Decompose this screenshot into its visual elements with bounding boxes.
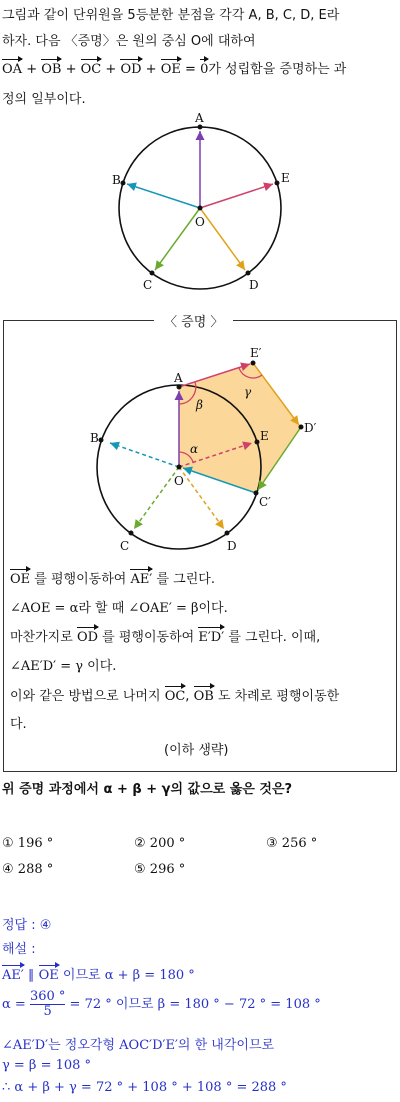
choice-number: ④ bbox=[2, 862, 14, 877]
label-b: B bbox=[90, 431, 99, 445]
label-alpha: α bbox=[190, 442, 199, 456]
point-c bbox=[150, 271, 155, 276]
text: 를 그린다. bbox=[156, 572, 215, 587]
label-o: O bbox=[174, 474, 184, 488]
point-b bbox=[121, 181, 126, 186]
proof-line-2: ∠AOE = α라 할 때 ∠OAE′ = β이다. bbox=[10, 601, 228, 616]
vector-oc: OC bbox=[164, 689, 186, 704]
text: 를 평행이동하여 bbox=[102, 630, 195, 645]
vector-ob: OB bbox=[41, 62, 62, 77]
text: 이므로 α + β = 180 ° bbox=[62, 968, 195, 983]
proof-title: 〈 증명 〉 bbox=[154, 311, 233, 330]
choice-4[interactable] bbox=[2, 862, 53, 877]
vector-oe-arrow bbox=[200, 184, 273, 208]
plus-sign: + bbox=[145, 62, 157, 77]
equation-tail: 가 성립함을 증명하는 과 bbox=[208, 62, 347, 77]
choice-number: ③ bbox=[266, 836, 278, 851]
vector-od: OD bbox=[76, 630, 99, 645]
choice-3[interactable] bbox=[266, 836, 317, 851]
label-c: C bbox=[120, 539, 130, 553]
label-a: A bbox=[174, 371, 183, 385]
vector-oc: OC bbox=[80, 62, 102, 77]
point-o bbox=[177, 465, 182, 470]
label-d: D bbox=[249, 278, 259, 292]
choice-number: ⑤ bbox=[134, 862, 146, 877]
label-c-prime: C′ bbox=[259, 495, 271, 509]
vector-oa: OA bbox=[2, 62, 23, 77]
problem-line-4: 정의 일부이다. bbox=[2, 92, 86, 107]
point-a bbox=[198, 125, 203, 130]
explanation-line-3: ∠AE′D′는 정오각형 AOC′D′E′의 한 내각이므로 bbox=[2, 1038, 275, 1053]
explanation-line-1 bbox=[2, 964, 195, 983]
point-d bbox=[246, 271, 251, 276]
text: α = bbox=[2, 997, 26, 1012]
point-c2 bbox=[254, 491, 259, 496]
point-b bbox=[99, 438, 104, 443]
point-c bbox=[129, 531, 134, 536]
explanation-line-5: ∴ α + β + γ = 72 ° + 108 ° + 108 ° = 288 ° bbox=[2, 1080, 287, 1095]
choice-value: 296 ° bbox=[149, 862, 186, 877]
denominator: 5 bbox=[43, 1004, 52, 1019]
label-a: A bbox=[195, 111, 204, 125]
text: 마찬가지로 bbox=[10, 630, 73, 645]
choice-2[interactable] bbox=[134, 836, 185, 851]
plus-sign: + bbox=[26, 62, 38, 77]
choice-value: 256 ° bbox=[281, 836, 318, 851]
point-e2 bbox=[251, 361, 256, 366]
text: 를 그린다. 이때, bbox=[228, 630, 321, 645]
proof-line-3 bbox=[10, 626, 320, 645]
comma: , bbox=[185, 689, 190, 704]
proof-box bbox=[3, 315, 397, 772]
label-beta: β bbox=[196, 398, 203, 412]
vector-oc-arrow bbox=[155, 208, 200, 270]
proof-line-5 bbox=[10, 685, 339, 704]
dashed-oc bbox=[134, 467, 179, 529]
choice-1[interactable] bbox=[2, 836, 53, 851]
point-e bbox=[255, 440, 260, 445]
choice-value: 196 ° bbox=[17, 836, 54, 851]
point-a bbox=[177, 385, 182, 390]
point-e bbox=[275, 181, 280, 186]
choice-number: ② bbox=[134, 836, 146, 851]
point-d2 bbox=[299, 425, 304, 430]
text: 도 차례로 평행이동한 bbox=[217, 689, 340, 704]
vector-od: OD bbox=[120, 62, 142, 77]
vector-e-prime-d-prime: E′D′ bbox=[198, 630, 225, 645]
answer-label: 정답 : ④ bbox=[2, 918, 52, 933]
vector-oe: OE bbox=[10, 572, 31, 587]
choice-value: 200 ° bbox=[149, 836, 186, 851]
choice-number: ① bbox=[2, 836, 14, 851]
explanation-label: 해설 : bbox=[2, 942, 36, 957]
vector-ob: OB bbox=[193, 689, 214, 704]
vector-od-arrow bbox=[200, 208, 245, 270]
label-e: E bbox=[260, 429, 269, 443]
label-gamma: γ bbox=[244, 385, 252, 399]
problem-line-1: 그림과 같이 단위원을 5등분한 분점을 각각 A, B, C, D, E라 bbox=[2, 8, 340, 23]
proof-line-1 bbox=[10, 568, 215, 587]
proof-line-4: ∠AE′D′ = γ 이다. bbox=[10, 659, 117, 674]
text: 를 평행이동하여 bbox=[34, 572, 127, 587]
point-d bbox=[225, 531, 230, 536]
plus-sign: + bbox=[105, 62, 117, 77]
proof-line-6: 다. bbox=[10, 717, 27, 732]
label-o: O bbox=[195, 215, 205, 229]
label-d: D bbox=[227, 539, 237, 553]
zero-vector: 0 bbox=[200, 62, 209, 77]
vector-equation bbox=[2, 58, 346, 77]
label-d-prime: D′ bbox=[304, 421, 317, 435]
choice-5[interactable] bbox=[134, 862, 185, 877]
choice-value: 288 ° bbox=[17, 862, 54, 877]
point-o bbox=[198, 206, 203, 211]
vector-ae-prime: AE′ bbox=[2, 968, 24, 983]
dashed-ob bbox=[110, 443, 179, 467]
text: = 72 ° 이므로 β = 180 ° − 72 ° = 108 ° bbox=[69, 997, 321, 1012]
label-e-prime: E′ bbox=[250, 346, 262, 360]
numerator: 360 ° bbox=[29, 989, 66, 1004]
label-e: E bbox=[281, 171, 290, 185]
plus-sign: + bbox=[65, 62, 77, 77]
proof-omitted-note: (이하 생략) bbox=[164, 743, 229, 758]
figure-pentagon-circle bbox=[0, 108, 400, 298]
vector-oe: OE bbox=[38, 968, 59, 983]
label-b: B bbox=[112, 173, 121, 187]
fraction bbox=[30, 990, 65, 1019]
text: 이와 같은 방법으로 나머지 bbox=[10, 689, 161, 704]
parallel-sign: ∥ bbox=[27, 968, 35, 983]
equals-sign: = bbox=[185, 62, 196, 77]
problem-line-2: 하자. 다음 〈증명〉은 원의 중심 O에 대하여 bbox=[2, 34, 256, 49]
explanation-line-4: γ = β = 108 ° bbox=[2, 1058, 92, 1073]
vector-ob-arrow bbox=[127, 184, 200, 208]
label-c: C bbox=[143, 278, 153, 292]
explanation-line-2 bbox=[2, 990, 321, 1019]
vector-ae-prime: AE′ bbox=[130, 572, 153, 587]
vector-oe: OE bbox=[160, 62, 181, 77]
proof-figure bbox=[1, 341, 393, 566]
question-text: 위 증명 과정에서 α + β + γ의 값으로 옳은 것은? bbox=[2, 782, 293, 797]
